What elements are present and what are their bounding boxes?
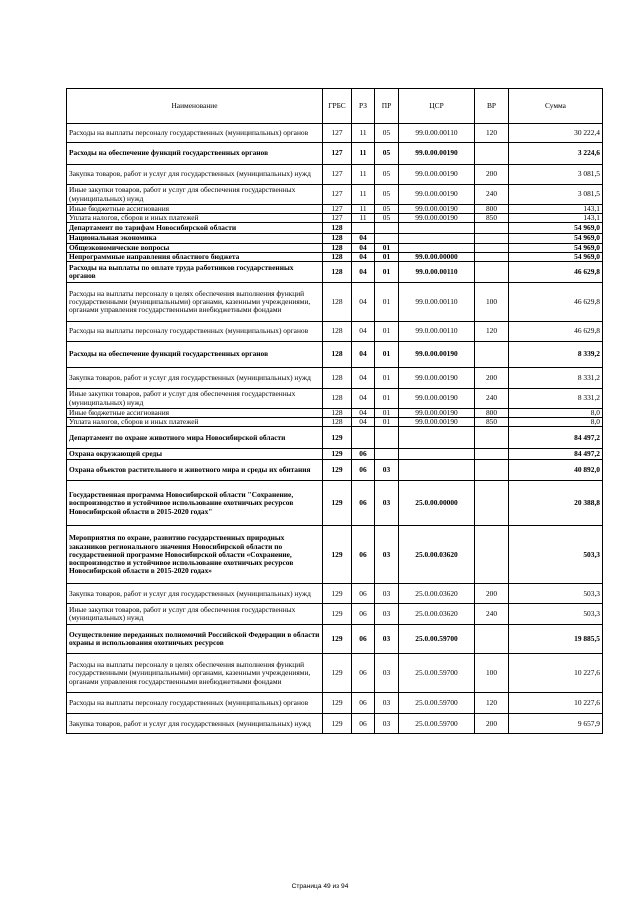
row-rz bbox=[352, 427, 375, 449]
budget-table bbox=[66, 88, 603, 734]
row-csr: 99.0.00.00190 bbox=[399, 389, 475, 409]
row-vr bbox=[475, 625, 509, 654]
row-grbs: 128 bbox=[323, 223, 352, 234]
row-grbs: 128 bbox=[323, 368, 352, 389]
table-row bbox=[67, 252, 603, 261]
row-grbs: 127 bbox=[323, 214, 352, 223]
row-vr: 240 bbox=[475, 604, 509, 625]
table-row bbox=[67, 262, 603, 283]
row-rz: 04 bbox=[352, 252, 375, 261]
row-grbs: 129 bbox=[323, 449, 352, 460]
row-name: Охрана объектов растительного и животного мира и среды их обитания bbox=[67, 460, 323, 481]
table-row bbox=[67, 214, 603, 223]
row-rz: 04 bbox=[352, 262, 375, 283]
row-csr bbox=[399, 243, 475, 252]
row-name: Департамент по охране животного мира Новосибирской области bbox=[67, 427, 323, 449]
row-sum: 20 388,8 bbox=[509, 481, 603, 526]
row-pr: 03 bbox=[375, 714, 399, 734]
header-name: Наименование bbox=[67, 89, 323, 124]
row-csr: 99.0.00.00000 bbox=[399, 252, 475, 261]
row-grbs: 127 bbox=[323, 143, 352, 165]
row-sum: 8 339,2 bbox=[509, 342, 603, 368]
row-sum: 46 629,8 bbox=[509, 322, 603, 342]
row-csr: 99.0.00.00190 bbox=[399, 165, 475, 185]
row-grbs: 128 bbox=[323, 322, 352, 342]
row-pr: 05 bbox=[375, 214, 399, 223]
row-vr bbox=[475, 143, 509, 165]
table-row bbox=[67, 322, 603, 342]
row-name: Уплата налогов, сборов и иных платежей bbox=[67, 418, 323, 427]
row-csr: 99.0.00.00190 bbox=[399, 418, 475, 427]
table-body bbox=[67, 124, 603, 734]
row-rz: 04 bbox=[352, 283, 375, 322]
row-name: Непрограммные направления областного бюджета bbox=[67, 252, 323, 261]
row-name: Иные закупки товаров, работ и услуг для обеспечения государственных (муниципальных) нужд bbox=[67, 604, 323, 625]
row-sum: 143,1 bbox=[509, 205, 603, 214]
row-rz: 11 bbox=[352, 214, 375, 223]
row-sum: 54 969,0 bbox=[509, 223, 603, 234]
row-sum: 19 885,5 bbox=[509, 625, 603, 654]
row-csr: 25.0.00.00000 bbox=[399, 481, 475, 526]
table-row bbox=[67, 449, 603, 460]
table-row bbox=[67, 714, 603, 734]
row-csr: 99.0.00.00110 bbox=[399, 124, 475, 143]
row-vr bbox=[475, 342, 509, 368]
row-grbs: 129 bbox=[323, 526, 352, 584]
row-name: Расходы на выплаты персоналу государственных (муниципальных) органов bbox=[67, 124, 323, 143]
row-csr: 99.0.00.00110 bbox=[399, 283, 475, 322]
row-vr: 850 bbox=[475, 214, 509, 223]
header-pr: ПР bbox=[375, 89, 399, 124]
table-row bbox=[67, 243, 603, 252]
row-csr: 99.0.00.00190 bbox=[399, 214, 475, 223]
row-grbs: 128 bbox=[323, 252, 352, 261]
table-row bbox=[67, 389, 603, 409]
row-vr: 240 bbox=[475, 389, 509, 409]
row-grbs: 128 bbox=[323, 418, 352, 427]
row-rz: 04 bbox=[352, 368, 375, 389]
table-row bbox=[67, 584, 603, 604]
row-name: Осуществление переданных полномочий Российской Федерации в области охраны и использования охотничьих ресурсов bbox=[67, 625, 323, 654]
row-pr: 03 bbox=[375, 481, 399, 526]
row-name: Закупка товаров, работ и услуг для государственных (муниципальных) нужд bbox=[67, 714, 323, 734]
row-grbs: 128 bbox=[323, 342, 352, 368]
row-grbs: 127 bbox=[323, 124, 352, 143]
row-csr: 25.0.00.59700 bbox=[399, 714, 475, 734]
row-grbs: 129 bbox=[323, 714, 352, 734]
row-sum: 54 969,0 bbox=[509, 252, 603, 261]
row-grbs: 127 bbox=[323, 165, 352, 185]
row-csr bbox=[399, 427, 475, 449]
page-number: Страница 49 из 94 bbox=[291, 883, 349, 890]
row-csr: 99.0.00.00190 bbox=[399, 143, 475, 165]
row-vr: 240 bbox=[475, 185, 509, 205]
row-vr bbox=[475, 252, 509, 261]
row-vr: 100 bbox=[475, 654, 509, 693]
row-rz: 06 bbox=[352, 526, 375, 584]
table-row bbox=[67, 185, 603, 205]
row-pr: 03 bbox=[375, 604, 399, 625]
row-vr bbox=[475, 449, 509, 460]
row-name: Расходы на выплаты персоналу государственных (муниципальных) органов bbox=[67, 322, 323, 342]
row-grbs: 129 bbox=[323, 427, 352, 449]
row-rz: 04 bbox=[352, 243, 375, 252]
row-rz: 06 bbox=[352, 584, 375, 604]
table-row bbox=[67, 205, 603, 214]
row-rz: 06 bbox=[352, 714, 375, 734]
table-row bbox=[67, 342, 603, 368]
row-sum: 503,3 bbox=[509, 584, 603, 604]
row-rz: 06 bbox=[352, 625, 375, 654]
row-pr: 05 bbox=[375, 165, 399, 185]
table-row bbox=[67, 124, 603, 143]
row-grbs: 129 bbox=[323, 625, 352, 654]
row-grbs: 128 bbox=[323, 389, 352, 409]
row-sum: 46 629,8 bbox=[509, 262, 603, 283]
row-vr: 200 bbox=[475, 714, 509, 734]
row-pr: 05 bbox=[375, 124, 399, 143]
row-csr bbox=[399, 234, 475, 243]
row-sum: 503,3 bbox=[509, 526, 603, 584]
row-csr: 25.0.00.03620 bbox=[399, 584, 475, 604]
row-name: Национальная экономика bbox=[67, 234, 323, 243]
row-rz: 11 bbox=[352, 165, 375, 185]
row-rz: 04 bbox=[352, 342, 375, 368]
row-grbs: 128 bbox=[323, 409, 352, 418]
row-name: Закупка товаров, работ и услуг для государственных (муниципальных) нужд bbox=[67, 368, 323, 389]
table-header-row bbox=[67, 89, 603, 124]
row-vr: 100 bbox=[475, 283, 509, 322]
row-pr bbox=[375, 449, 399, 460]
row-csr: 25.0.00.59700 bbox=[399, 654, 475, 693]
row-sum: 3 081,5 bbox=[509, 185, 603, 205]
row-pr: 01 bbox=[375, 322, 399, 342]
row-grbs: 127 bbox=[323, 185, 352, 205]
row-pr: 05 bbox=[375, 205, 399, 214]
row-sum: 8,0 bbox=[509, 418, 603, 427]
row-rz bbox=[352, 223, 375, 234]
row-vr bbox=[475, 460, 509, 481]
row-grbs: 128 bbox=[323, 234, 352, 243]
row-vr bbox=[475, 427, 509, 449]
table-row bbox=[67, 460, 603, 481]
row-vr: 120 bbox=[475, 693, 509, 714]
header-sum: Сумма bbox=[509, 89, 603, 124]
row-rz: 11 bbox=[352, 143, 375, 165]
row-sum: 3 224,6 bbox=[509, 143, 603, 165]
row-pr bbox=[375, 427, 399, 449]
table-row bbox=[67, 481, 603, 526]
row-pr: 01 bbox=[375, 409, 399, 418]
table-row bbox=[67, 234, 603, 243]
row-grbs: 128 bbox=[323, 283, 352, 322]
row-name: Охрана окружающей среды bbox=[67, 449, 323, 460]
row-sum: 9 657,9 bbox=[509, 714, 603, 734]
row-rz: 06 bbox=[352, 481, 375, 526]
row-rz: 04 bbox=[352, 389, 375, 409]
row-pr: 01 bbox=[375, 243, 399, 252]
row-grbs: 128 bbox=[323, 262, 352, 283]
row-name: Уплата налогов, сборов и иных платежей bbox=[67, 214, 323, 223]
row-pr: 03 bbox=[375, 693, 399, 714]
row-pr: 03 bbox=[375, 526, 399, 584]
table-row bbox=[67, 418, 603, 427]
row-pr: 05 bbox=[375, 185, 399, 205]
row-name: Расходы на выплаты по оплате труда работников государственных органов bbox=[67, 262, 323, 283]
row-rz: 06 bbox=[352, 460, 375, 481]
row-sum: 84 497,2 bbox=[509, 449, 603, 460]
row-csr: 99.0.00.00190 bbox=[399, 185, 475, 205]
row-vr bbox=[475, 243, 509, 252]
header-grbs: ГРБС bbox=[323, 89, 352, 124]
table-row bbox=[67, 625, 603, 654]
row-rz: 04 bbox=[352, 409, 375, 418]
row-vr bbox=[475, 234, 509, 243]
table-row bbox=[67, 143, 603, 165]
row-csr: 99.0.00.00110 bbox=[399, 322, 475, 342]
row-sum: 10 227,6 bbox=[509, 693, 603, 714]
row-pr: 01 bbox=[375, 368, 399, 389]
table-row bbox=[67, 165, 603, 185]
row-name: Закупка товаров, работ и услуг для государственных (муниципальных) нужд bbox=[67, 584, 323, 604]
row-csr: 25.0.00.03620 bbox=[399, 604, 475, 625]
row-vr: 120 bbox=[475, 124, 509, 143]
row-vr: 200 bbox=[475, 584, 509, 604]
row-name: Иные бюджетные ассигнования bbox=[67, 409, 323, 418]
row-grbs: 129 bbox=[323, 693, 352, 714]
row-grbs: 128 bbox=[323, 243, 352, 252]
row-grbs: 129 bbox=[323, 604, 352, 625]
row-csr bbox=[399, 449, 475, 460]
row-name: Расходы на обеспечение функций государственных органов bbox=[67, 342, 323, 368]
row-sum: 40 892,0 bbox=[509, 460, 603, 481]
table-row bbox=[67, 427, 603, 449]
row-sum: 54 969,0 bbox=[509, 243, 603, 252]
row-sum: 3 081,5 bbox=[509, 165, 603, 185]
row-rz: 06 bbox=[352, 693, 375, 714]
row-pr: 03 bbox=[375, 584, 399, 604]
row-rz: 06 bbox=[352, 654, 375, 693]
row-name: Иные бюджетные ассигнования bbox=[67, 205, 323, 214]
row-name: Расходы на выплаты персоналу в целях обеспечения выполнения функций государственными (муниципальными) органами, казенными учреждениями, органами управления государственными внебюджетными фондами bbox=[67, 654, 323, 693]
row-name: Расходы на выплаты персоналу государственных (муниципальных) органов bbox=[67, 693, 323, 714]
header-rz: РЗ bbox=[352, 89, 375, 124]
row-sum: 8,0 bbox=[509, 409, 603, 418]
table-row bbox=[67, 409, 603, 418]
row-vr bbox=[475, 223, 509, 234]
row-sum: 30 222,4 bbox=[509, 124, 603, 143]
row-grbs: 129 bbox=[323, 584, 352, 604]
row-name: Иные закупки товаров, работ и услуг для обеспечения государственных (муниципальных) нужд bbox=[67, 389, 323, 409]
row-sum: 503,3 bbox=[509, 604, 603, 625]
row-name: Расходы на выплаты персоналу в целях обеспечения выполнения функций государственными (муниципальными) органами, казенными учреждениями, органами управления государственными внебюджетными фондами bbox=[67, 283, 323, 322]
row-pr: 01 bbox=[375, 418, 399, 427]
row-pr: 01 bbox=[375, 389, 399, 409]
row-rz: 04 bbox=[352, 418, 375, 427]
row-name: Иные закупки товаров, работ и услуг для обеспечения государственных (муниципальных) нужд bbox=[67, 185, 323, 205]
table-row bbox=[67, 526, 603, 584]
row-csr: 99.0.00.00190 bbox=[399, 342, 475, 368]
row-csr: 99.0.00.00190 bbox=[399, 368, 475, 389]
row-sum: 143,1 bbox=[509, 214, 603, 223]
row-vr: 120 bbox=[475, 322, 509, 342]
row-rz: 06 bbox=[352, 604, 375, 625]
row-sum: 10 227,6 bbox=[509, 654, 603, 693]
row-vr bbox=[475, 481, 509, 526]
table-row bbox=[67, 223, 603, 234]
row-name: Общеэкономические вопросы bbox=[67, 243, 323, 252]
row-name: Департамент по тарифам Новосибирской области bbox=[67, 223, 323, 234]
table-row bbox=[67, 604, 603, 625]
row-csr bbox=[399, 460, 475, 481]
header-vr: ВР bbox=[475, 89, 509, 124]
table-row bbox=[67, 693, 603, 714]
row-rz: 06 bbox=[352, 449, 375, 460]
row-csr bbox=[399, 223, 475, 234]
row-sum: 8 331,2 bbox=[509, 389, 603, 409]
row-rz: 04 bbox=[352, 322, 375, 342]
row-grbs: 129 bbox=[323, 481, 352, 526]
row-pr: 01 bbox=[375, 342, 399, 368]
row-pr: 03 bbox=[375, 654, 399, 693]
row-pr bbox=[375, 234, 399, 243]
row-rz: 04 bbox=[352, 234, 375, 243]
row-pr: 01 bbox=[375, 283, 399, 322]
row-csr: 99.0.00.00190 bbox=[399, 205, 475, 214]
row-csr: 99.0.00.00190 bbox=[399, 409, 475, 418]
row-vr bbox=[475, 526, 509, 584]
row-csr: 25.0.00.59700 bbox=[399, 693, 475, 714]
row-name: Закупка товаров, работ и услуг для государственных (муниципальных) нужд bbox=[67, 165, 323, 185]
table-row bbox=[67, 654, 603, 693]
row-pr: 03 bbox=[375, 460, 399, 481]
row-pr: 05 bbox=[375, 143, 399, 165]
row-rz: 11 bbox=[352, 185, 375, 205]
row-pr: 03 bbox=[375, 625, 399, 654]
row-rz: 11 bbox=[352, 205, 375, 214]
row-sum: 8 331,2 bbox=[509, 368, 603, 389]
row-name: Государственная программа Новосибирской области "Сохранение, воспроизводство и устойчивое использование охотничьих ресурсов Новосибирской области в 2015-2020 годах" bbox=[67, 481, 323, 526]
row-pr bbox=[375, 223, 399, 234]
row-vr: 200 bbox=[475, 368, 509, 389]
row-vr: 800 bbox=[475, 205, 509, 214]
row-sum: 84 497,2 bbox=[509, 427, 603, 449]
row-csr: 25.0.00.59700 bbox=[399, 625, 475, 654]
row-grbs: 127 bbox=[323, 205, 352, 214]
row-vr bbox=[475, 262, 509, 283]
table-row bbox=[67, 283, 603, 322]
table-row bbox=[67, 368, 603, 389]
row-vr: 200 bbox=[475, 165, 509, 185]
row-name: Мероприятия по охране, развитию государственных природных заказников регионального значения Новосибирской области по государственной программе Новосибирской области «Сохранение, воспроизводство и устойчивое использование охотничьих ресурсов Новосибирской области в 2015-2020 годах» bbox=[67, 526, 323, 584]
row-grbs: 129 bbox=[323, 460, 352, 481]
row-sum: 54 969,0 bbox=[509, 234, 603, 243]
row-pr: 01 bbox=[375, 262, 399, 283]
row-grbs: 129 bbox=[323, 654, 352, 693]
row-csr: 25.0.00.03620 bbox=[399, 526, 475, 584]
row-csr: 99.0.00.00110 bbox=[399, 262, 475, 283]
row-rz: 11 bbox=[352, 124, 375, 143]
row-vr: 800 bbox=[475, 409, 509, 418]
row-pr: 01 bbox=[375, 252, 399, 261]
header-csr: ЦСР bbox=[399, 89, 475, 124]
row-sum: 46 629,8 bbox=[509, 283, 603, 322]
row-name: Расходы на обеспечение функций государственных органов bbox=[67, 143, 323, 165]
row-vr: 850 bbox=[475, 418, 509, 427]
